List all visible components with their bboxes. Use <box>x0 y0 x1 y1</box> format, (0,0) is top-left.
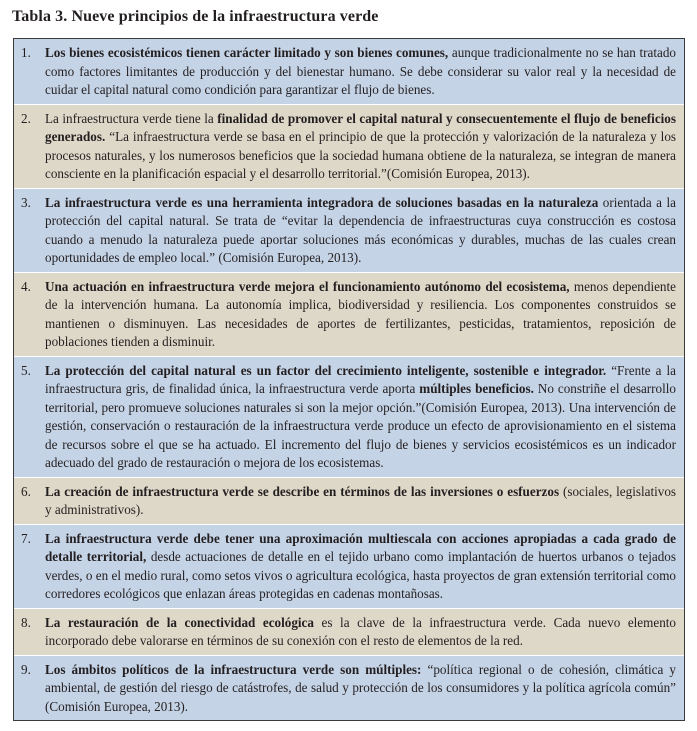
principle-plain-text: “política regional o de cohesión, climática y ambiental, de gestión del riesgo de catástrofes, de salud y protección de los consumidores y la política agrícola común” (Comisión Europea, 2013). <box>45 661 676 714</box>
principle-plain-text: aunque tradicionalmente no se han tratado como factores limitantes de producción y del bienestar humano. Se debe considerar su valor real y la necesidad de cuidar el capital natural como condición para garantizar el flujo de bienes. <box>45 45 677 97</box>
principle-number: 8. <box>21 614 31 630</box>
principle-text <box>45 194 676 268</box>
principle-plain-text: desde actuaciones de detalle en el tejido urbano como implantación de huertos urbanos o tejados verdes, o en el medio rural, como setos vivos o agricultura ecológica, hasta proyectos de gran extensión territorial como corredores ecológicos que enlazan áreas protegidas en cadenas montañosas. <box>45 549 676 601</box>
principle-number: 7. <box>21 530 31 546</box>
principle-text <box>45 614 676 651</box>
principle-text <box>45 362 676 473</box>
principle-text <box>45 530 676 604</box>
principle-bold-text: La restauración de la conectividad ecológica <box>45 614 314 630</box>
table-title: Tabla 3. Nueve principios de la infraestructura verde <box>12 8 379 25</box>
principle-text <box>45 483 676 520</box>
principle-plain-text: orientada a la protección del capital natural. Se trata de “evitar la dependencia de infraestructuras cuya construcción es costosa cuando a menudo la naturaleza puede aportar soluciones más económicas y durables, muchas de las cuales crean oportunidades de empleo local.” (Comisión Europea, 2013). <box>45 194 676 265</box>
principle-bold-text: Una actuación en infraestructura verde mejora el funcionamiento autónomo del ecosistema, <box>45 278 570 294</box>
principle-number: 1. <box>21 45 31 60</box>
principle-row <box>14 608 684 655</box>
principle-number: 9. <box>21 661 31 677</box>
principle-row <box>14 104 684 188</box>
principle-row <box>14 39 684 104</box>
principle-bold-text: finalidad de promover el capital natural y consecuentemente el flujo de beneficios generados. <box>45 110 676 144</box>
principle-bold-text: Los ámbitos políticos de la infraestructura verde son múltiples: <box>45 661 422 677</box>
principle-plain-text: No constriñe el desarrollo territorial, pero promueve soluciones naturales si son la mejor opción.”(Comisión Europea, 2013). Una intervención de gestión, conservación o restauración de la infraestructura verde produce un efecto de aprovisionamiento en el sistema de recursos sobre el que se ha actuado. El incremento del flujo de bienes y servicios ecosistémicos es un indicador adecuado del grado de restauración o mejora de los ecosistemas. <box>45 381 676 470</box>
principle-number: 5. <box>21 362 31 378</box>
principle-number: 4. <box>21 278 31 294</box>
principle-bold-text: La protección del capital natural es un factor del crecimiento inteligente, sostenible e integrador. <box>45 362 607 378</box>
principle-bold-text: Los bienes ecosistémicos tienen carácter limitado y son bienes comunes, <box>45 45 449 60</box>
principle-bold-text: La creación de infraestructura verde se describe en términos de las inversiones o esfuerzos <box>45 483 560 499</box>
principle-text <box>45 278 676 352</box>
principle-row <box>14 477 684 524</box>
principle-row <box>14 655 684 721</box>
principle-row <box>14 272 684 356</box>
principle-bold-text: La infraestructura verde debe tener una aproximación multiescala con acciones apropiadas a cada grado de detalle territorial, <box>45 530 676 564</box>
principle-number: 3. <box>21 194 31 210</box>
principle-plain-text: es la clave de la infraestructura verde. Cada nuevo elemento incorporado debe valorarse en términos de su conexión con el resto de elementos de la red. <box>45 614 676 648</box>
principle-bold-text: múltiples beneficios. <box>419 381 534 396</box>
principle-plain-text: “La infraestructura verde se basa en el principio de que la protección y valorización de la naturaleza y los procesos naturales, y los numerosos beneficios que la sociedad humana obtiene de la naturaleza, se integran de manera consciente en la planificación espacial y el desarrollo territorial.”(Comisión Europea, 2013). <box>45 129 676 181</box>
principle-text <box>45 110 676 184</box>
principle-number: 2. <box>21 110 31 126</box>
principle-row <box>14 356 684 477</box>
principle-text <box>45 44 676 100</box>
principle-plain-text: “Frente a la infraestructura gris, de finalidad única, la infraestructura verde aporta <box>45 362 676 396</box>
principle-plain-text: La infraestructura verde tiene la <box>45 110 218 126</box>
principle-plain-text: menos dependiente de la intervención humana. La autonomía implica, biodiversidad y resiliencia. Los componentes construidos se mantienen o disminuyen. Las necesidades de aportes de fertilizantes, pesticidas, tratamientos, reposición de poblaciones tienden a disminuir. <box>45 278 676 349</box>
principle-number: 6. <box>21 483 31 499</box>
principle-text <box>45 661 676 717</box>
principle-plain-text: (sociales, legislativos y administrativos). <box>45 483 676 517</box>
principles-table <box>13 38 685 721</box>
principle-row <box>14 188 684 272</box>
principle-bold-text: La infraestructura verde es una herramienta integradora de soluciones basadas en la naturaleza <box>45 194 599 210</box>
principle-row <box>14 524 684 608</box>
